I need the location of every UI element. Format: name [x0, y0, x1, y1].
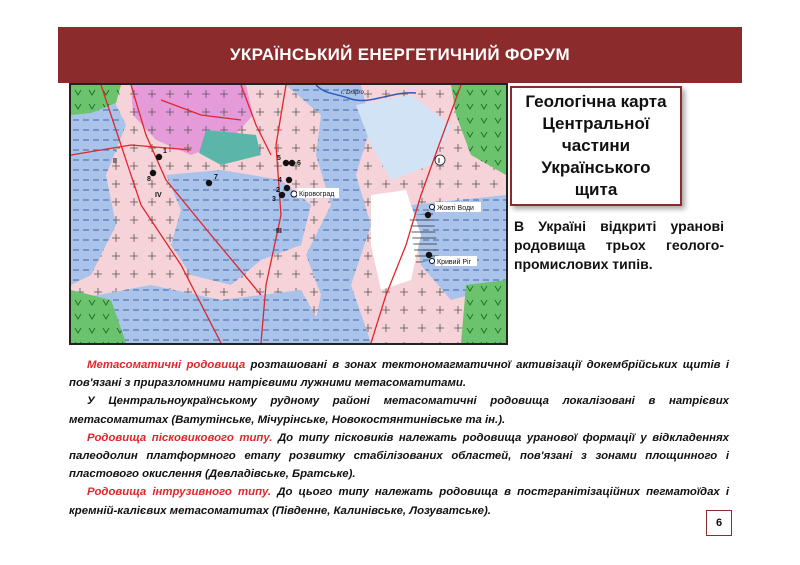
zone-label: I: [438, 158, 440, 165]
deposit-marker: [426, 252, 432, 258]
red-heading: Метасоматичні родовища: [87, 359, 246, 371]
paragraph-text: розташовані в зонах тектономагматичної активізації докембрійських щитів і пов'язані з приразломними натрієвими лужними метасоматитами.: [69, 359, 730, 390]
deposit-number: 3: [272, 196, 276, 203]
deposit-marker: [425, 212, 431, 218]
deposit-number: 7: [214, 174, 218, 181]
deposit-marker: [156, 154, 162, 160]
deposit-marker: [206, 180, 212, 186]
kirovohrad-label: Кіровоград: [299, 191, 335, 198]
header-bar: [58, 27, 742, 83]
paragraph-sandstone: [69, 429, 729, 484]
map-title: Геологічна карта Центральної частини Українського щита: [525, 92, 667, 199]
deposit-marker: [289, 160, 295, 166]
deposit-number: 6: [297, 160, 301, 167]
red-heading: Родовища пісковикового типу.: [87, 431, 273, 444]
intro-text: В Україні відкриті уранові родовища трьох геолого-промислових типів.: [514, 218, 724, 272]
deposit-number: 1: [163, 148, 167, 155]
deposit-number: 2: [276, 187, 280, 194]
zone-label: IV: [155, 192, 162, 199]
page-number: 6: [706, 510, 732, 536]
deposit-marker: [283, 160, 289, 166]
paragraph-intrusive: [69, 483, 729, 519]
kryvyi-rih-label: Кривий Ріг: [437, 259, 472, 266]
page-title: УКРАЇНСЬКИЙ ЕНЕРГЕТИЧНИЙ ФОРУМ: [230, 45, 570, 64]
city-marker: [291, 191, 297, 197]
river-label: r. Dnipro: [341, 90, 364, 96]
deposit-marker: [284, 185, 290, 191]
deposit-number: 5: [277, 155, 281, 162]
red-heading: Родовища інтрузивного типу.: [87, 486, 272, 499]
zone-label: II: [113, 158, 117, 165]
geological-map: [69, 83, 508, 345]
deposit-number: 8: [147, 176, 151, 183]
city-marker: [430, 259, 435, 264]
body-text: [69, 356, 729, 520]
paragraph-text: До типу пісковиків належать родовища уранової формації у відкладеннях палеодолин платформного етапу розвитку стабілізованих областей, пов'язані з зонами площинного і пластового окислення (Девладівське, Братське).: [69, 431, 729, 481]
paragraph-central-region: У Центральноукраїнському рудному районі метасоматичні родовища локалізовані в натрієвих метасоматитах (Ватутінське, Мічурінське, Новокостянтинівське та ін.).: [69, 395, 729, 426]
zhovti-vody-label: Жовті Води: [437, 205, 474, 212]
deposit-number: 4: [278, 177, 282, 184]
zone-label: III: [276, 228, 282, 235]
deposit-marker: [286, 177, 292, 183]
paragraph-text: До цього типу належать родовища в постгранітізаційних пегматоїдах і кремній-калієвих метасоматитах (Південне, Калинівське, Лозуватське).: [69, 486, 730, 517]
map-title-box: [510, 86, 682, 206]
geological-map-image: [71, 85, 506, 343]
paragraph-metasomatic: [69, 356, 729, 392]
city-marker: [430, 205, 435, 210]
